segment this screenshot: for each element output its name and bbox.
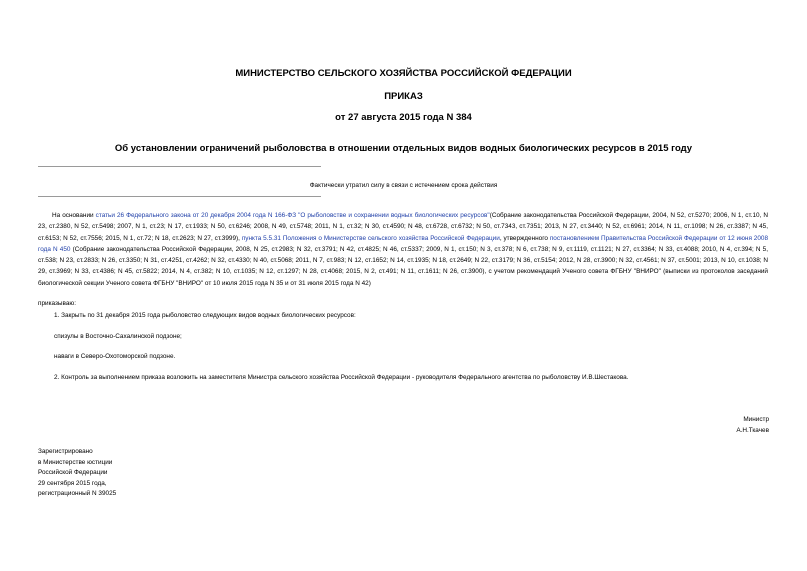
registration-line-5: регистрационный N 39025 [38,490,117,497]
order-item-1: 1. Закрыть по 31 декабря 2015 года рыболовство следующих видов водных биологических ресурсов: [54,312,356,319]
divider-bottom [38,196,321,197]
registration-line-4: 29 сентября 2015 года, [38,479,107,487]
ministry-heading: МИНИСТЕРСТВО СЕЛЬСКОГО ХОЗЯЙСТВА РОССИЙСКОЙ ФЕДЕРАЦИИ [235,68,572,79]
species-item-1: спизулы в Восточно-Сахалинской подзоне; [54,333,182,340]
preamble-text-4: (Собрание законодательства Российской Федерации, 2008, N 25, ст.2983; N 32, ст.3791; N 42, ст.4825; N 46, ст.5337; 2009, N 1, ст.150; N 3, ст.378; N 6, ст.738; N 9, ст.1119, ст.1121; N 27, ст.3364; N 33, ст.4088; 2010, N 4, ст.394; N 5, ст.538; N 23, ст.2833; N 26, ст.3350; N 31, ст.4251, ст.4262; N 32, ст.4330; N 40, ст.5068; 2011, N 7, ст.983; N 12, ст.1652; N 14, ст.1935; N 18, ст.2649; N 22, ст.3179; N 36, ст.5154; 2012, N 28, ст.3900; N 32, ст.4561; N 37, ст.5001; 2013, N 10, ст.1038; N 29, ст.3969; N 33, ст.4386; N 45, ст.5822; 2014, N 4, ст.382; N 10, ст.1035; N 12, ст.1297; N 28, ст.4068; 2015, N 2, ст.491; N 11, ст.1611; N 26, ст.3900), с учетом рекомендаций Ученого совета ФГБНУ "ВНИРО" (выписки из протоколов заседаний биологической секции Ученого совета ФГБНУ "ВНИРО" от 10 июля 2015 года N 35 и от 31 июля 2015 года N 42) [38,245,768,287]
registration-block [38,447,116,500]
order-item-2: 2. Контроль за выполнением приказа возложить на заместителя Министра сельского хозяйства Российской Федерации - руководителя Федерального агентства по рыболовству И.В.Шестакова. [54,374,629,381]
document-title: Об установлении ограничений рыболовства в отношении отдельных видов водных биологических ресурсов в 2015 году [114,143,693,154]
date-number-heading: от 27 августа 2015 года N 384 [335,112,472,123]
law-link[interactable]: статьи 26 Федерального закона от 20 декабря 2004 года N 166-ФЗ "О рыболовстве и сохранении водных биологических ресурсов" [95,212,490,219]
preamble-text-3: , утвержденного [499,234,550,242]
government-decree-link[interactable]: постановлением Правительства Российской Федерации от 12 июня 2008 года N 450 [38,234,769,253]
divider-top [38,166,321,167]
signature-name: А.Н.Ткачев [736,427,769,434]
registration-line-1: Зарегистрировано [38,448,93,455]
regulation-clause-link[interactable]: пункта 5.5.31 Положения о Министерстве сельского хозяйства Российской Федерации [241,234,500,242]
preamble-text-2: (Собрание законодательства Российской Федерации, 2004, N 52, ст.5270; 2006, N 1, ст.10, N 23, ст.2380, N 52, ст.5498; 2007, N 1, ст.23; N 17, ст.1933; N 50, ст.6246; 2008, N 49, ст.5748; 2011, N 1, ст.32; N 30, ст.4590; N 48, ст.6728, ст.6732; N 50, ст.7343, ст.7351; 2013, N 27, ст.3440; N 52, ст.6961; 2014, N 11, ст.1098; N 26, ст.3387; N 45, ст.6153; N 52, ст.7556; 2015, N 1, ст.72; N 18, ст.2623; N 27, ст.3999), [38,212,768,242]
signature-position: Министр [743,416,769,423]
species-item-2: наваги в Северо-Охотоморской подзоне. [54,353,176,360]
preamble-text-1: На основании [52,212,96,219]
registration-line-2: в Министерстве юстиции [38,458,113,466]
signature-block [736,414,769,436]
status-note: Фактически утратил силу в связи с истечением срока действия [309,182,498,189]
preamble-paragraph [38,210,768,289]
document-type-heading: ПРИКАЗ [384,91,423,102]
registration-line-3: Российской Федерации [38,469,108,476]
order-word: приказываю: [38,300,76,307]
